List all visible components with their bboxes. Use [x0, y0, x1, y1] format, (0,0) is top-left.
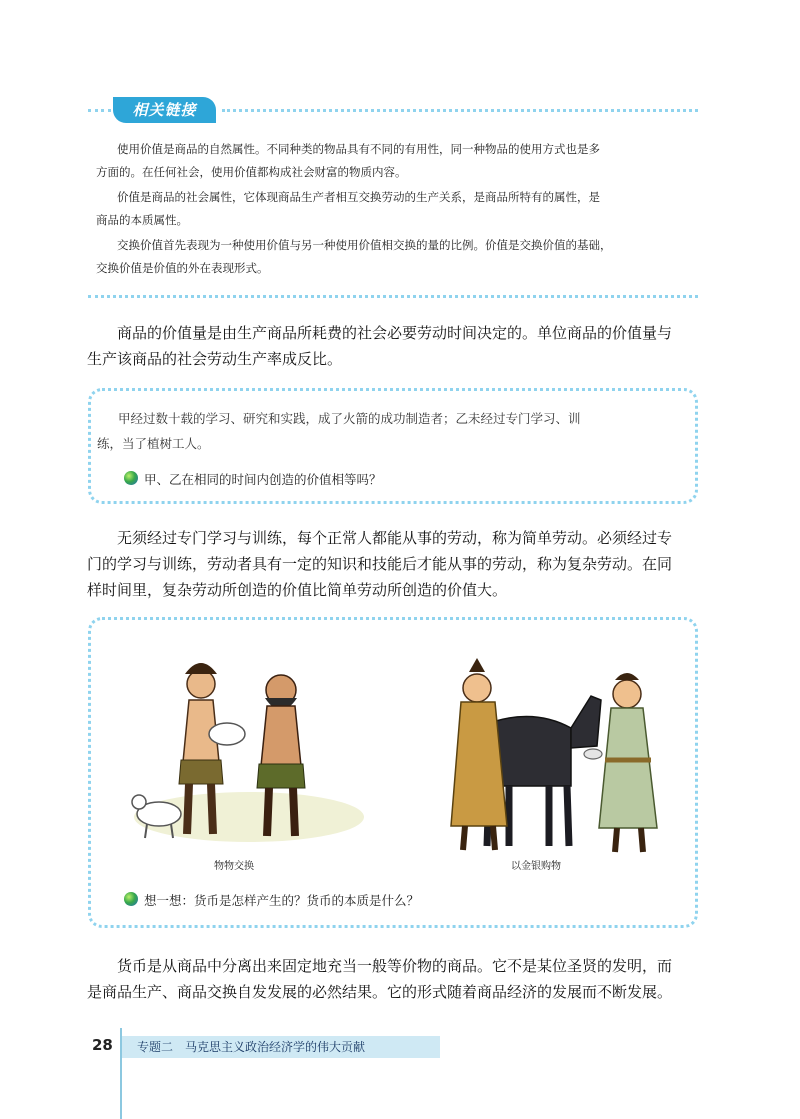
barter-illustration [119, 642, 369, 852]
para2-line3: 样时间里，复杂劳动所创造的价值比简单劳动所创造的价值大。 [87, 581, 508, 599]
related-p2-l2: 商品的本质属性。 [96, 213, 188, 227]
caption-gold-silver: 以金银购物 [511, 861, 561, 872]
related-p1-l1: 使用价值是商品的自然属性。不同种类的物品具有不同的有用性，同一种物品的使用方式也是多 [117, 142, 600, 156]
top-dotted-divider-right [222, 109, 698, 112]
box1-line1: 甲经过数十载的学习、研究和实践，成了火箭的成功制造者；乙未经过专门学习、训 [118, 411, 581, 426]
related-p3-l2: 交换价值是价值的外在表现形式。 [96, 261, 269, 275]
caption-barter: 物物交换 [214, 861, 254, 872]
para3-line1: 货币是从商品中分离出来固定地充当一般等价物的商品。它不是某位圣贤的发明，而 [117, 957, 673, 975]
top-dotted-divider [88, 109, 111, 112]
box1-line2: 练，当了植树工人。 [97, 436, 210, 451]
discussion-box-1 [88, 388, 698, 504]
related-p1-l2: 方面的。在任何社会，使用价值都构成社会财富的物质内容。 [96, 165, 407, 179]
related-link-tag: 相关链接 [113, 97, 216, 123]
para1-line1: 商品的价值量是由生产商品所耗费的社会必要劳动时间决定的。单位商品的价值量与 [117, 324, 673, 342]
gold-silver-purchase-illustration [421, 636, 681, 866]
bottom-dotted-divider [88, 295, 698, 298]
related-p3-l1: 交换价值首先表现为一种使用价值与另一种使用价值相交换的量的比例。价值是交换价值的基础， [117, 238, 612, 252]
related-p2-l1: 价值是商品的社会属性，它体现商品生产者相互交换劳动的生产关系，是商品所特有的属性，是 [117, 190, 600, 204]
page-number: 28 [92, 1036, 113, 1054]
chapter-title: 专题二 马克思主义政治经济学的伟大贡献 [137, 1040, 366, 1054]
para3-line2: 是商品生产、商品交换自发发展的必然结果。它的形式随着商品经济的发展而不断发展。 [87, 983, 673, 1001]
para1-line2: 生产该商品的社会劳动生产率成反比。 [87, 350, 343, 368]
question-bullet-icon-2 [124, 892, 138, 906]
illustration-box [88, 617, 698, 928]
box2-question: 想一想：货币是怎样产生的？货币的本质是什么？ [144, 893, 420, 908]
para2-line2: 门的学习与训练，劳动者具有一定的知识和技能后才能从事的劳动，称为复杂劳动。在同 [87, 555, 673, 573]
question-bullet-icon [124, 471, 138, 485]
para2-line1: 无须经过专门学习与训练，每个正常人都能从事的劳动，称为简单劳动。必须经过专 [117, 529, 673, 547]
box1-question: 甲、乙在相同的时间内创造的价值相等吗？ [144, 472, 382, 487]
